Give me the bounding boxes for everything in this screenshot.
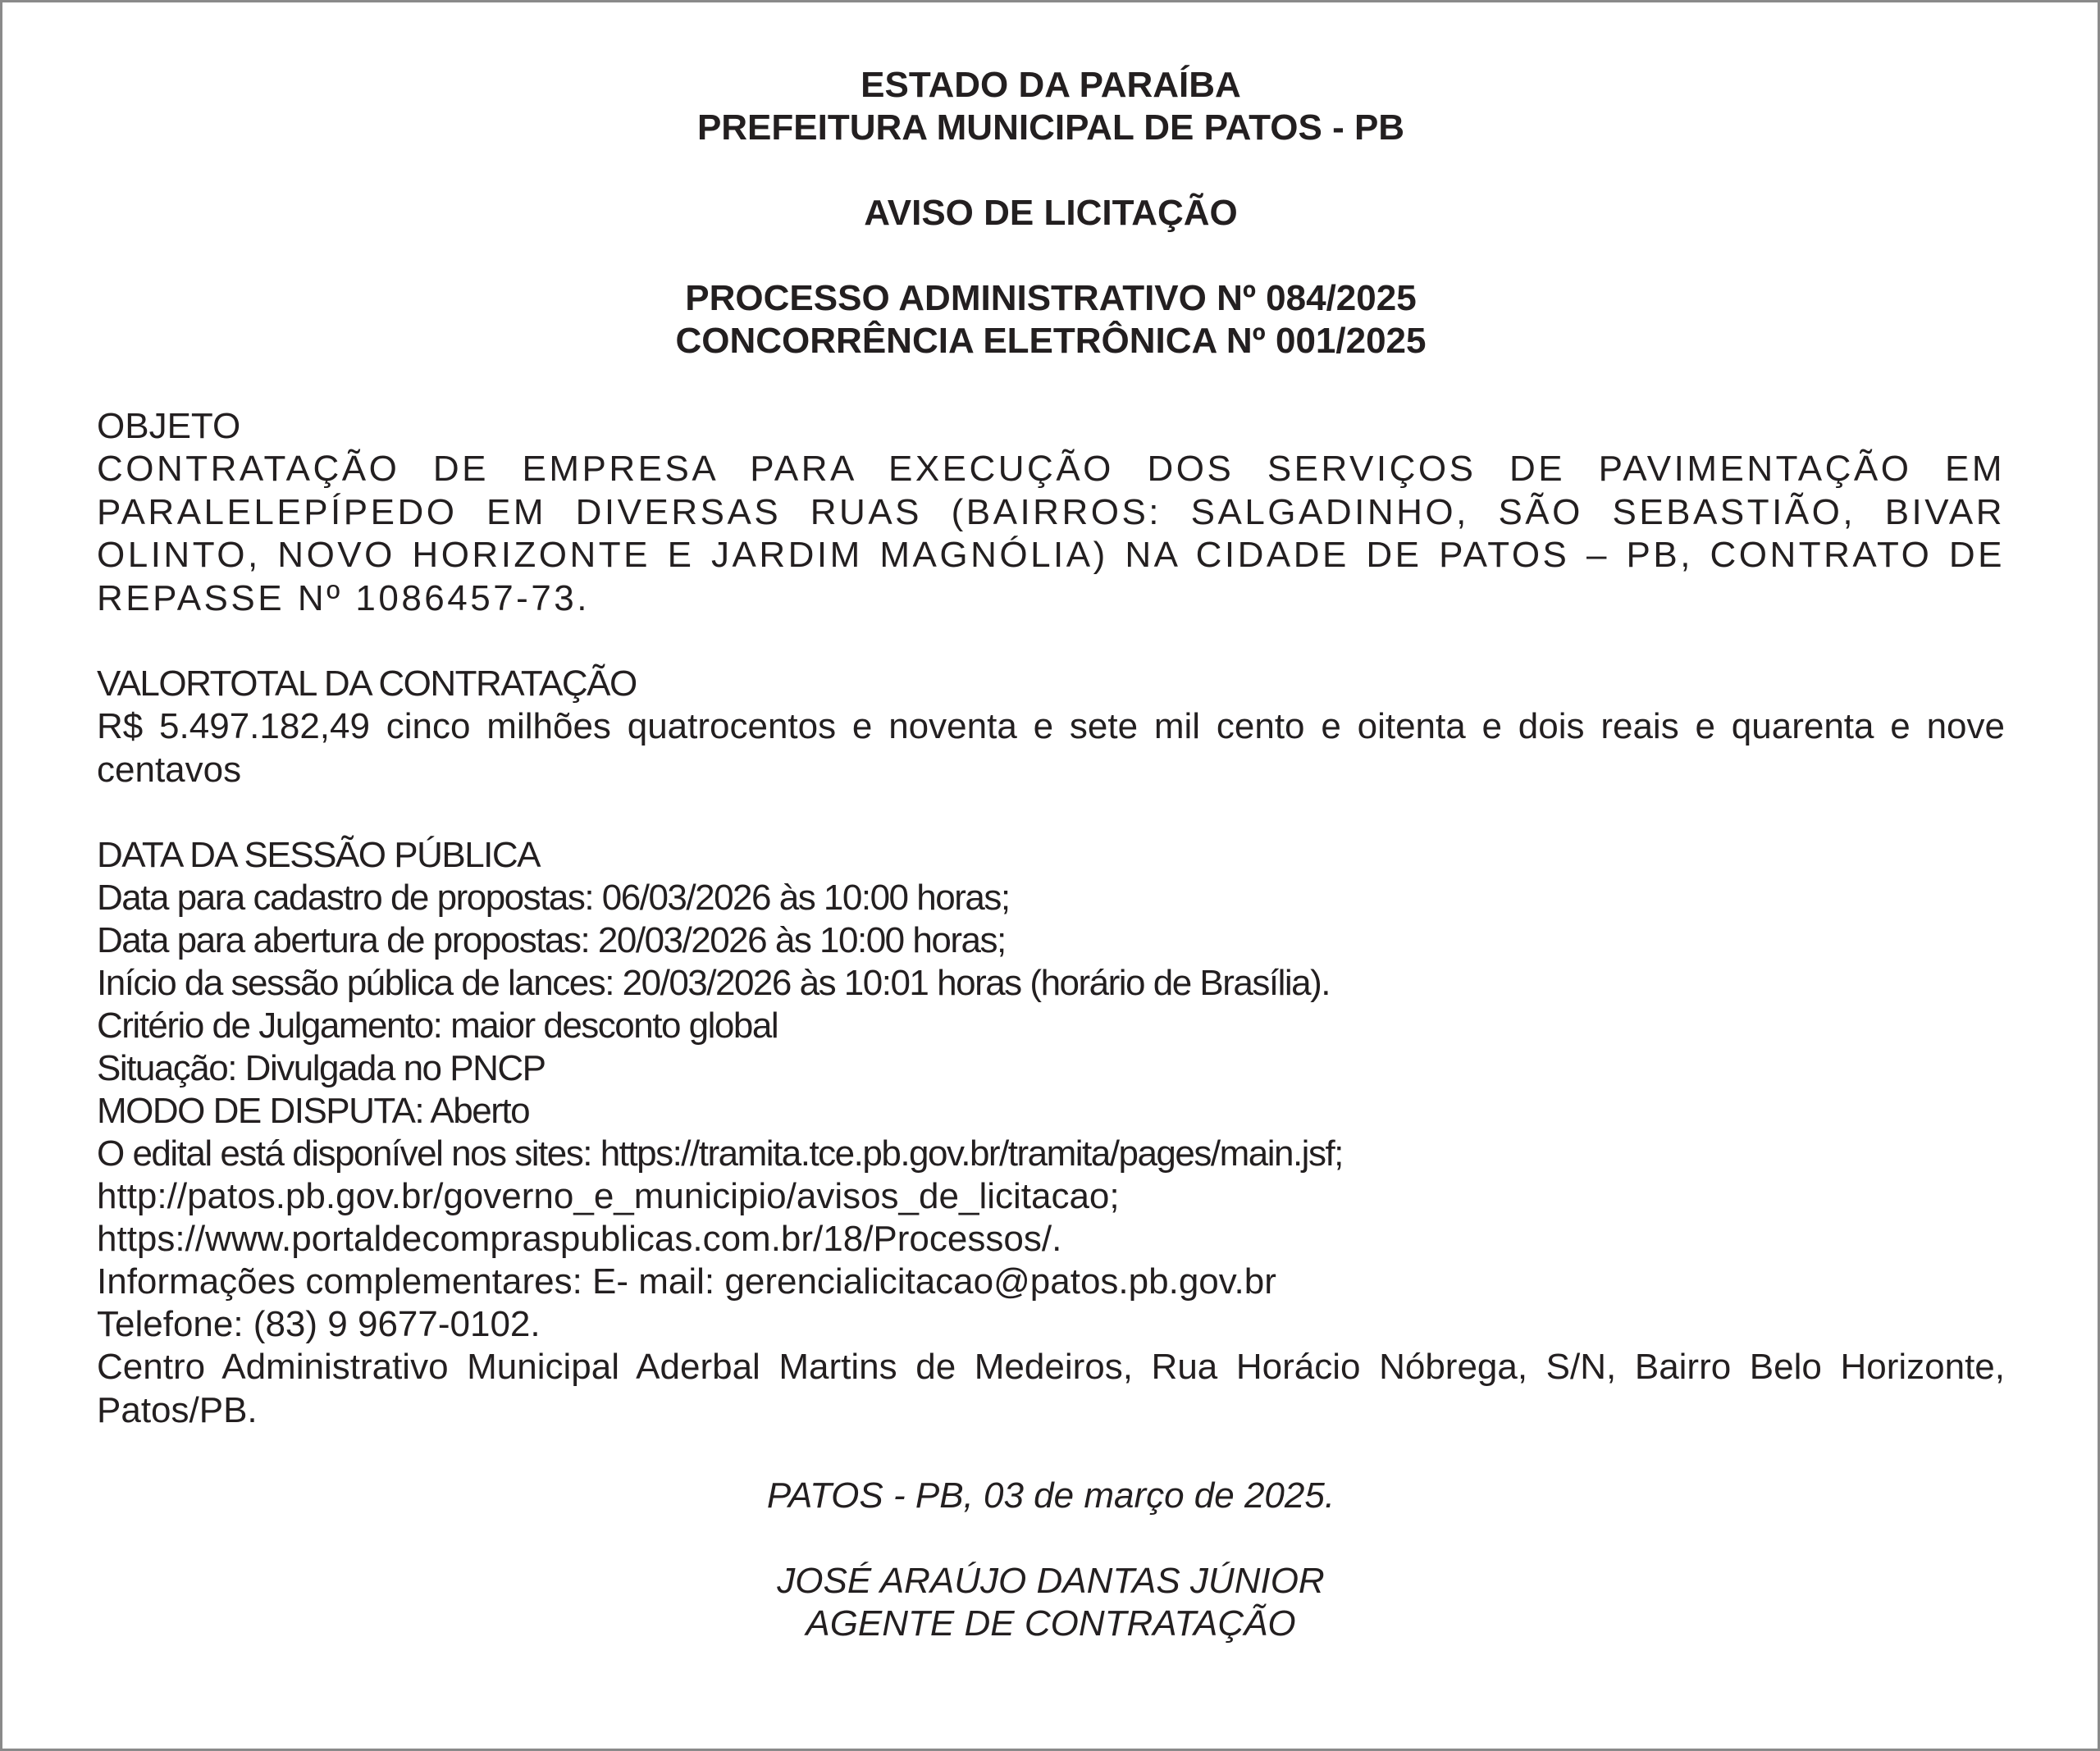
- process-number: PROCESSO ADMINISTRATIVO Nº 084/2025: [685, 278, 1417, 318]
- notice-title: AVISO DE LICITAÇÃO: [864, 193, 1238, 233]
- site-portal-line: https://www.portaldecompraspublicas.com.br/18/Processos/.: [97, 1219, 1062, 1259]
- objeto-text: CONTRATAÇÃO DE EMPRESA PARA EXECUÇÃO DOS SERVIÇOS DE PAVIMENTAÇÃO EM PARALELEPÍPEDO EM DIVERSAS RUAS (BAIRROS: SALGADINHO, SÃO SEBASTIÃO, BIVAR OLINTO, NOVO HORIZONTE E JARDIM MAGNÓLIA) NA CIDADE DE PATOS – PB, CONTRATO DE REPASSE Nº 1086457-73.: [97, 449, 2005, 618]
- abertura-line: Data para abertura de propostas: 20/03/2026 às 10:00 horas;: [97, 920, 1006, 960]
- objeto-section: [97, 405, 2005, 620]
- site-patos-line: http://patos.pb.gov.br/governo_e_municipio/avisos_de_licitacao;: [97, 1176, 1120, 1216]
- state-heading: ESTADO DA PARAÍBA: [861, 65, 1241, 105]
- place-date: PATOS - PB, 03 de março de 2025.: [766, 1475, 1335, 1516]
- bidding-number: CONCORRÊNCIA ELETRÔNICA Nº 001/2025: [675, 321, 1427, 361]
- modo-disputa-line: MODO DE DISPUTA: Aberto: [97, 1091, 530, 1131]
- objeto-heading: OBJETO: [97, 406, 241, 446]
- situacao-line: Situação: Divulgada no PNCP: [97, 1048, 546, 1088]
- municipality-heading: PREFEITURA MUNICIPAL DE PATOS - PB: [696, 107, 1405, 148]
- signer-name: JOSÉ ARAÚJO DANTAS JÚNIOR: [777, 1561, 1325, 1601]
- inicio-sessao-line: Início da sessão pública de lances: 20/03/2026 às 10:01 horas (horário de Brasília).: [97, 963, 1331, 1003]
- sessao-heading: DATA DA SESSÃO PÚBLICA: [97, 835, 541, 875]
- notice-footer: [97, 1475, 2005, 1645]
- edital-sites-line: O edital está disponível nos sites: https://tramita.tce.pb.gov.br/tramita/pages/main.jsf;: [97, 1133, 1343, 1174]
- notice-header: [97, 64, 2005, 363]
- valor-heading: VALORTOTAL DA CONTRATAÇÃO: [97, 663, 637, 704]
- notice-body: [97, 64, 2005, 1645]
- email-line: Informações complementares: E- mail: gerencialicitacao@patos.pb.gov.br: [97, 1261, 1276, 1302]
- valor-section: [97, 663, 2005, 791]
- address-text: Centro Administrativo Municipal Aderbal Martins de Medeiros, Rua Horácio Nóbrega, S/N, Bairro Belo Horizonte, Patos/PB.: [97, 1347, 2005, 1430]
- cadastro-line: Data para cadastro de propostas: 06/03/2026 às 10:00 horas;: [97, 878, 1010, 918]
- sessao-section: [97, 834, 2005, 1432]
- signer-role: AGENTE DE CONTRATAÇÃO: [806, 1603, 1296, 1644]
- phone-line: Telefone: (83) 9 9677-0102.: [97, 1304, 541, 1344]
- criterio-line: Critério de Julgamento: maior desconto global: [97, 1005, 778, 1046]
- valor-text: R$ 5.497.182,49 cinco milhões quatrocentos e noventa e sete mil cento e oitenta e dois reais e quarenta e nove centavos: [97, 706, 2005, 790]
